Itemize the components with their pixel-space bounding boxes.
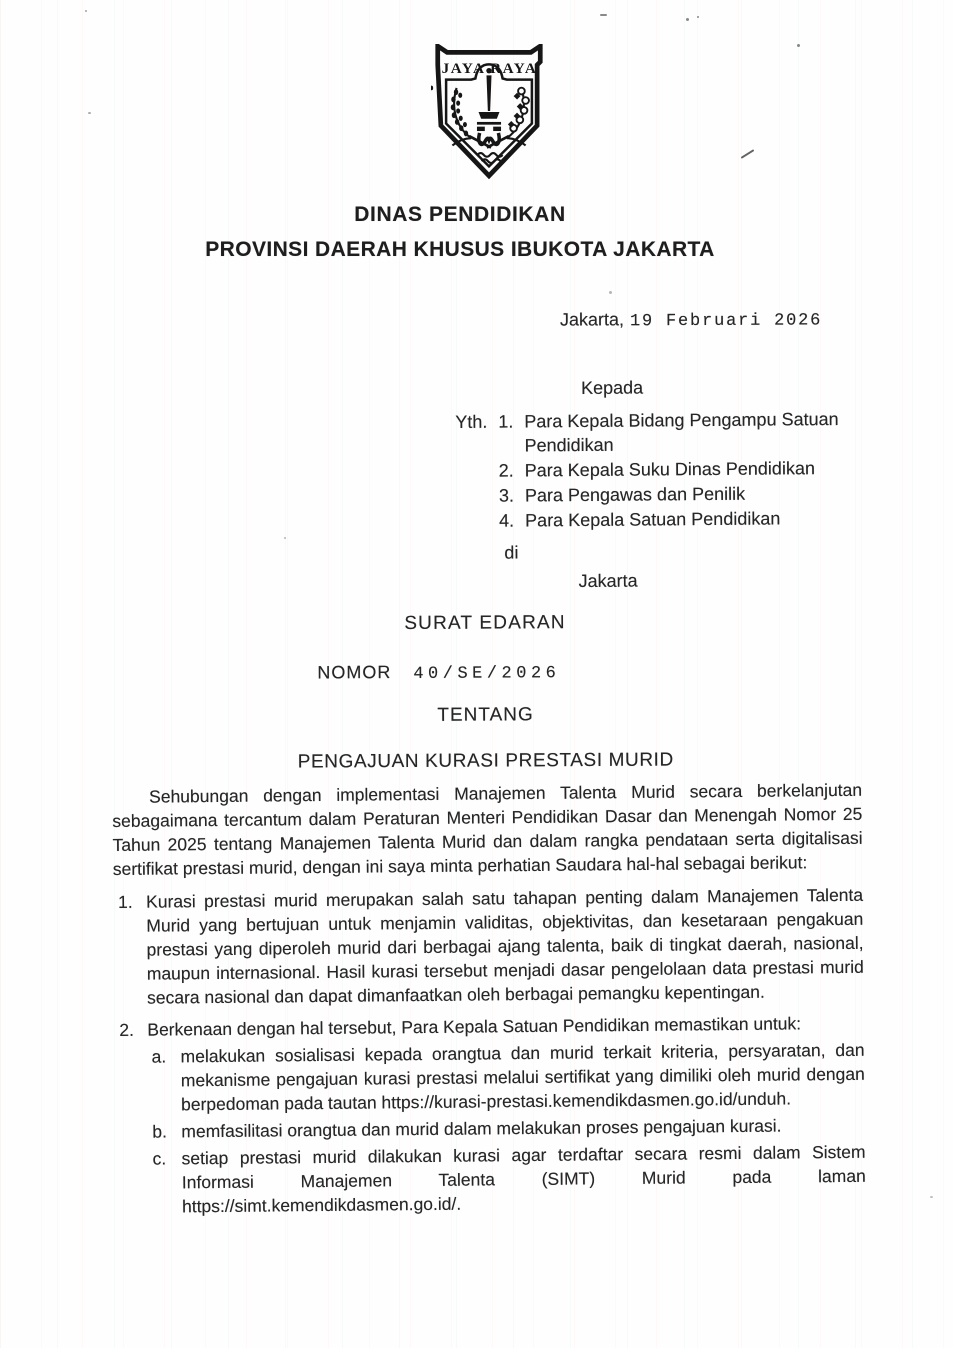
sub-item-text: setiap prestasi murid dilakukan kurasi agar terdaftar secara resmi dalam Sistem Informasi Manajemen Talenta (SIMT) Murid pada laman https://simt.kemendikdasmen.go.id/. xyxy=(181,1141,866,1217)
recipient-text: Para Kepala Bidang Pengampu Satuan Pendidikan xyxy=(524,408,839,456)
scan-speck xyxy=(88,112,91,114)
scan-speck xyxy=(284,537,286,539)
document-title-block xyxy=(20,610,951,775)
recipient-item xyxy=(499,481,876,508)
letterhead xyxy=(0,203,920,262)
recipient-number: 4. xyxy=(499,510,515,531)
scan-speck xyxy=(741,149,755,159)
kepada-label: Kepada xyxy=(581,377,644,399)
sub-item-c xyxy=(152,1140,866,1219)
letter-body xyxy=(112,778,866,1227)
jaya-raya-shield-icon xyxy=(431,44,547,180)
letterhead-region: PROVINSI DAERAH KHUSUS IBUKOTA JAKARTA xyxy=(205,238,715,261)
jakarta-coat-of-arms xyxy=(431,44,547,180)
sub-item-text: melakukan sosialisasi kepada orangtua dan murid terkait kriteria, persyaratan, dan mekanisme pengajuan kurasi prestasi melalui sertifikat yang dimiliki oleh murid dengan berpedoman pada tautan https://kurasi-prestasi.kemendikdasmen.go.id/unduh. xyxy=(180,1039,865,1115)
numbered-item-2 xyxy=(114,1011,866,1219)
nomor-line xyxy=(317,659,950,684)
numbered-item-1 xyxy=(113,883,864,1010)
yth-label: Yth. xyxy=(455,411,488,432)
item-number: 1. xyxy=(118,891,133,912)
scan-speck xyxy=(609,291,612,294)
recipient-item xyxy=(499,506,876,533)
nomor-label: NOMOR xyxy=(317,662,392,683)
sub-item-b xyxy=(152,1113,865,1144)
scan-speck xyxy=(85,10,87,12)
opening-paragraph: Sehubungan dengan implementasi Manajemen Talenta Murid secara berkelanjutan sebagaimana tercantum dalam Peraturan Menteri Pendidikan Dasar dan Menengah Nomor 25 Tahun 2025 tentang Manajemen Talenta Murid dan dalam rangka pendataan serta digitalisasi sertifikat prestasi murid, dengan ini saya minta perhatian Saudara hal-hal sebagai berikut: xyxy=(112,779,863,879)
recipient-number: 3. xyxy=(498,485,515,506)
scan-speck xyxy=(600,14,607,16)
scan-speck xyxy=(686,18,689,21)
recipient-number: 1. xyxy=(498,411,514,432)
recipient-text: Para Kepala Satuan Pendidikan xyxy=(525,508,781,531)
scan-speck xyxy=(797,44,800,47)
recipient-list xyxy=(455,407,876,534)
dateline-city: Jakarta, xyxy=(559,309,625,330)
recipient-number: 2. xyxy=(498,460,514,481)
doc-type-title: SURAT EDARAN xyxy=(404,612,566,634)
dateline xyxy=(560,308,822,331)
item-intro-text: Berkenaan dengan hal tersebut, Para Kepala Satuan Pendidikan memastikan untuk: xyxy=(147,1013,802,1040)
sub-item-letter: a. xyxy=(151,1046,167,1067)
letterhead-agency: DINAS PENDIDIKAN xyxy=(354,203,566,226)
dateline-date: 19 Februari 2026 xyxy=(629,311,823,332)
recipient-text: Para Kepala Suku Dinas Pendidikan xyxy=(524,458,816,481)
item-number: 2. xyxy=(119,1019,135,1040)
logo-motto: JAYA RAYA xyxy=(441,59,538,77)
sub-item-a xyxy=(151,1038,865,1117)
item-text: Kurasi prestasi murid merupakan salah satu tahapan penting dalam Manajemen Talenta Murid yang bertujuan untuk menjamin validitas, objektivitas, dan kesetaraan pengakuan prestasi yang diperoleh murid dari berbagai ajang talenta, baik di tingkat daerah, nasional, maupun internasional. Hasil kurasi tersebut menjadi dasar pengelolaan data prestasi murid secara nasional dan dapat dimanfaatkan oleh berbagai pemangku kepentingan. xyxy=(146,884,864,1008)
nomor-value: 40/SE/2026 xyxy=(413,664,561,684)
sub-item-letter: c. xyxy=(152,1148,167,1169)
scan-speck xyxy=(930,1196,933,1198)
di-label: di xyxy=(504,542,519,563)
recipient-item xyxy=(499,456,876,483)
tentang-label: TENTANG xyxy=(437,704,534,726)
di-city: Jakarta xyxy=(578,570,638,592)
recipient-block xyxy=(455,374,877,594)
scan-speck xyxy=(697,16,699,18)
subject-title: PENGAJUAN KURASI PRESTASI MURID xyxy=(297,749,674,773)
sub-item-letter: b. xyxy=(152,1121,168,1142)
recipient-item xyxy=(498,407,875,458)
sub-item-text: memfasilitasi orangtua dan murid dalam melakukan proses pengajuan kurasi. xyxy=(181,1115,782,1142)
recipient-text: Para Pengawas dan Penilik xyxy=(524,483,746,506)
